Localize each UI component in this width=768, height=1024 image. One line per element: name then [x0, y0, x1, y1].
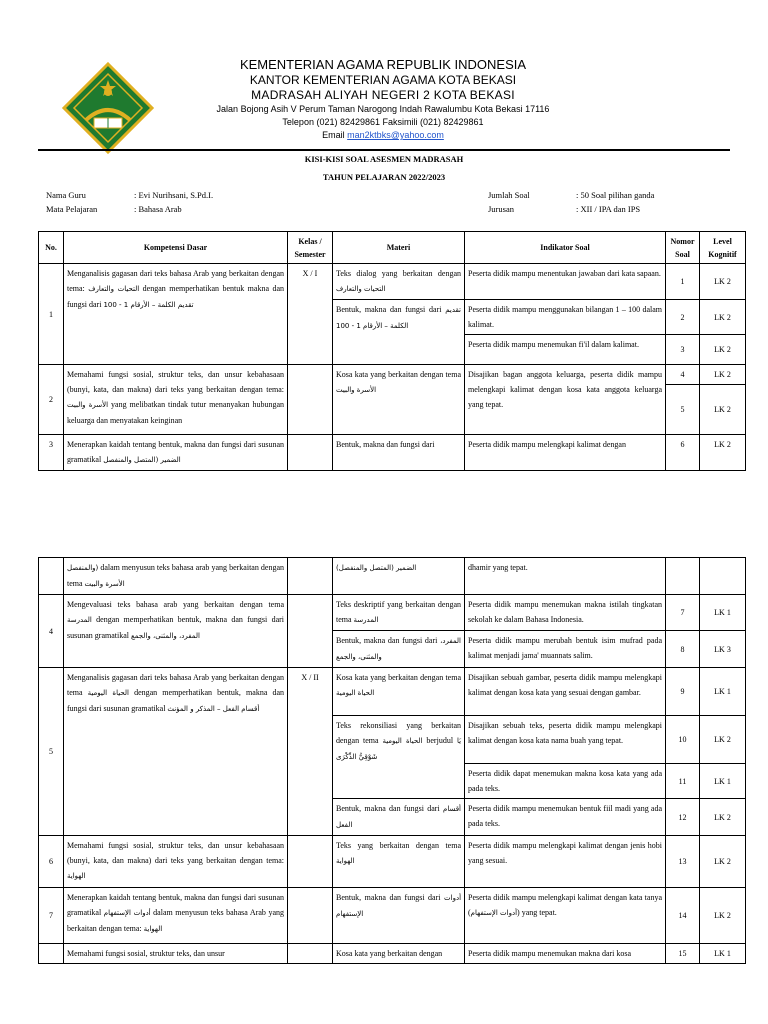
table-row [39, 435, 746, 471]
guru-value: : Evi Nurihsani, S.Pd.I. [134, 190, 214, 200]
table-row [39, 836, 746, 888]
mapel-label: Mata Pelajaran [46, 204, 98, 214]
row-indikator: Peserta didik mampu menemukan bentuk fiil madi yang ada pada teks. [465, 799, 666, 836]
kemenag-logo-icon [56, 60, 160, 156]
header-level: Level Kognitif [700, 232, 746, 264]
row-materi: Teks deskriptif yang berkaitan dengan tema المدرسة [333, 595, 465, 631]
office-name: KANTOR KEMENTERIAN AGAMA KOTA BEKASI [249, 73, 517, 87]
row-nomor: 8 [666, 631, 700, 668]
email-link[interactable]: man2ktbks@yahoo.com [347, 130, 444, 140]
school-address: Jalan Bojong Asih V Perum Taman Narogong Indah Rawalumbu Kota Bekasi 17116 [216, 104, 550, 114]
row-level: LK 1 [700, 595, 746, 631]
row-kelas [288, 365, 333, 435]
row-kompetensi: Menerapkan kaidah tentang bentuk, makna dan fungsi dari susunan gramatikal الضمير (المتصل والمنفصل [64, 435, 288, 471]
row-nomor: 3 [666, 335, 700, 365]
row-materi: Bentuk, makna dan fungsi dari تقديم الكلمة – الأرقام 1 - 100 [333, 300, 465, 365]
exam-info [488, 188, 654, 216]
row-kelas [288, 944, 333, 964]
row-level: LK 2 [700, 799, 746, 836]
academic-year: TAHUN PELAJARAN 2022/2023 [322, 172, 446, 182]
row-materi: Kosa kata yang berkaitan dengan tema الحياة اليومية [333, 668, 465, 716]
row-materi: Kosa kata yang berkaitan dengan tema الأسرة والبيت [333, 365, 465, 435]
table-row [39, 944, 746, 964]
row-nomor: 9 [666, 668, 700, 716]
row-kelas: X / I [288, 264, 333, 365]
row-indikator: dhamir yang tepat. [465, 558, 666, 595]
row-indikator: Disajikan bagan anggota keluarga, peserta didik mampu melengkapi kalimat dengan kosa kata anggota keluarga yang tepat. [465, 365, 666, 435]
row-nomor: 4 [666, 365, 700, 385]
table-row [39, 668, 746, 716]
row-nomor: 11 [666, 764, 700, 799]
row-kompetensi: Memahami fungsi sosial, struktur teks, dan unsur kebahasaan (bunyi, kata, dan makna) dari teks yang berkaitan dengan tema: الأسرة والبيت yang melibatkan tindak tutur menanyakan hubungan keluarga dan menyatakan keinginan [64, 365, 288, 435]
document-title: KISI-KISI SOAL ASESMEN MADRASAH [304, 154, 464, 164]
row-level: LK 2 [700, 385, 746, 435]
row-kompetensi: Mengevaluasi teks bahasa arab yang berkaitan dengan tema المدرسة dengan memperhatikan bentuk, makna dan fungsi dari susunan gramatikal المفرد، والمثنى، والجمع [64, 595, 288, 668]
table-row [39, 264, 746, 300]
row-indikator: Peserta didik mampu menemukan fi'il dalam kalimat. [465, 335, 666, 365]
row-level: LK 2 [700, 435, 746, 471]
row-kelas [288, 558, 333, 595]
row-level: LK 2 [700, 888, 746, 944]
row-indikator: Peserta didik mampu menentukan jawaban dari kata sapaan. [465, 264, 666, 300]
mapel-value: : Bahasa Arab [134, 204, 182, 214]
header-kompetensi: Kompetensi Dasar [64, 232, 288, 264]
row-kelas: X / II [288, 668, 333, 836]
row-indikator: Disajikan sebuah gambar, peserta didik mampu melengkapi kalimat dengan kosa kata yang sesuai dengan gambar. [465, 668, 666, 716]
row-materi: Teks yang berkaitan dengan tema الهواية [333, 836, 465, 888]
row-materi: Kosa kata yang berkaitan dengan [333, 944, 465, 964]
row-materi: الضمير (المتصل والمنفصل) [333, 558, 465, 595]
row-kelas [288, 435, 333, 471]
row-kelas [288, 836, 333, 888]
row-no [39, 944, 64, 964]
jurusan-label: Jurusan [488, 204, 514, 214]
row-kompetensi: Menganalisis gagasan dari teks bahasa Arab yang berkaitan dengan tema الحياة اليومية dengan memperhatikan bentuk, makna dan fungsi dari susunan gramatikal أقسام الفعل – المذكر و المؤنث [64, 668, 288, 836]
row-level: LK 2 [700, 716, 746, 764]
row-indikator: Peserta didik dapat menemukan makna kosa kata yang ada pada teks. [465, 764, 666, 799]
header-materi: Materi [333, 232, 465, 264]
row-materi: Bentuk, makna dan fungsi dari أدوات الإستفهام [333, 888, 465, 944]
school-name: MADRASAH ALIYAH NEGERI 2 KOTA BEKASI [251, 88, 515, 102]
row-indikator: Peserta didik mampu menemukan makna dari kosa [465, 944, 666, 964]
row-indikator: Peserta didik mampu menemukan makna istilah tingkatan sekolah ke dalam Bahasa Indonesia. [465, 595, 666, 631]
row-kompetensi: والمنفصل) dalam menyusun teks bahasa arab yang berkaitan dengan tema الأسرة والبيت [64, 558, 288, 595]
row-no: 6 [39, 836, 64, 888]
soal-value: : 50 Soal pilihan ganda [576, 190, 655, 200]
row-no: 7 [39, 888, 64, 944]
row-level: LK 2 [700, 836, 746, 888]
table-row [39, 558, 746, 595]
kisi-kisi-table-page2 [38, 557, 746, 964]
row-nomor: 5 [666, 385, 700, 435]
row-level: LK 2 [700, 365, 746, 385]
row-no: 4 [39, 595, 64, 668]
row-no: 5 [39, 668, 64, 836]
row-nomor: 15 [666, 944, 700, 964]
header-no: No. [39, 232, 64, 264]
header-kelas: Kelas / Semester [288, 232, 333, 264]
letterhead-divider [38, 149, 730, 151]
row-no: 2 [39, 365, 64, 435]
guru-label: Nama Guru [46, 190, 86, 200]
row-nomor [666, 558, 700, 595]
header-nomor: Nomor Soal [666, 232, 700, 264]
row-nomor: 6 [666, 435, 700, 471]
row-level: LK 2 [700, 300, 746, 335]
row-kelas [288, 595, 333, 668]
row-level: LK 1 [700, 944, 746, 964]
row-kelas [288, 888, 333, 944]
school-email: Email man2ktbks@yahoo.com [322, 130, 444, 140]
table-header-row [39, 232, 746, 264]
row-kompetensi: Memahami fungsi sosial, struktur teks, dan unsur kebahasaan (bunyi, kata, dan makna) dari teks yang berkaitan dengan tema: الهواية [64, 836, 288, 888]
letterhead [168, 57, 598, 142]
row-nomor: 13 [666, 836, 700, 888]
row-materi: Teks dialog yang berkaitan dengan التحيات والتعارف [333, 264, 465, 300]
row-no: 1 [39, 264, 64, 365]
jurusan-value: : XII / IPA dan IPS [576, 204, 641, 214]
row-kompetensi: Menerapkan kaidah tentang bentuk, makna dan fungsi dari susunan gramatikal أدوات الإستفهام dalam menyusun teks bahasa Arab yang berkaitan dengan tema: الهواية [64, 888, 288, 944]
row-nomor: 1 [666, 264, 700, 300]
row-no [39, 558, 64, 595]
row-level: LK 2 [700, 264, 746, 300]
table-row [39, 365, 746, 385]
row-nomor: 14 [666, 888, 700, 944]
row-materi: Bentuk, makna dan fungsi dari المفرد، والمثنى، والجمع [333, 631, 465, 668]
teacher-info [46, 188, 213, 216]
row-indikator: Disajikan sebuah teks, peserta didik mampu melengkapi kalimat dengan kosa kata nama buah yang tepat. [465, 716, 666, 764]
row-no: 3 [39, 435, 64, 471]
row-materi: Bentuk, makna dan fungsi dari أقسام الفعل [333, 799, 465, 836]
row-materi: Bentuk, makna dan fungsi dari [333, 435, 465, 471]
row-materi: Teks rekonsiliasi yang berkaitan dengan tema الحياة اليومية berjudul يَا شَوْقِيُّ الذِّكْرَى [333, 716, 465, 799]
table-row [39, 595, 746, 631]
row-level: LK 3 [700, 631, 746, 668]
row-level: LK 2 [700, 335, 746, 365]
header-indikator: Indikator Soal [465, 232, 666, 264]
row-kompetensi: Menganalisis gagasan dari teks bahasa Arab yang berkaitan dengan tema: التحيات والتعارف dengan memperhatikan bentuk makna dan fungsi dari تقديم الكلمة – الأرقام 1 - 100 [64, 264, 288, 365]
row-nomor: 2 [666, 300, 700, 335]
ministry-name: KEMENTERIAN AGAMA REPUBLIK INDONESIA [239, 57, 527, 72]
row-level: LK 1 [700, 764, 746, 799]
row-indikator: Peserta didik mampu melengkapi kalimat dengan kata tanya (أدوات الإستفهام) yang tepat. [465, 888, 666, 944]
kisi-kisi-table-page1 [38, 231, 746, 471]
row-nomor: 7 [666, 595, 700, 631]
row-level [700, 558, 746, 595]
row-indikator: Peserta didik mampu melengkapi kalimat dengan jenis hobi yang sesuai. [465, 836, 666, 888]
row-nomor: 12 [666, 799, 700, 836]
row-level: LK 1 [700, 668, 746, 716]
soal-label: Jumlah Soal [488, 190, 530, 200]
table-row [39, 888, 746, 944]
row-indikator: Peserta didik mampu merubah bentuk isim mufrad pada kalimat menjadi jama' muannats salim. [465, 631, 666, 668]
school-phone: Telepon (021) 82429861 Faksimili (021) 82429861 [282, 117, 484, 127]
row-indikator: Peserta didik mampu menggunakan bilangan 1 – 100 dalam kalimat. [465, 300, 666, 335]
row-nomor: 10 [666, 716, 700, 764]
row-kompetensi: Memahami fungsi sosial, struktur teks, dan unsur [64, 944, 288, 964]
row-indikator: Peserta didik mampu melengkapi kalimat dengan [465, 435, 666, 471]
